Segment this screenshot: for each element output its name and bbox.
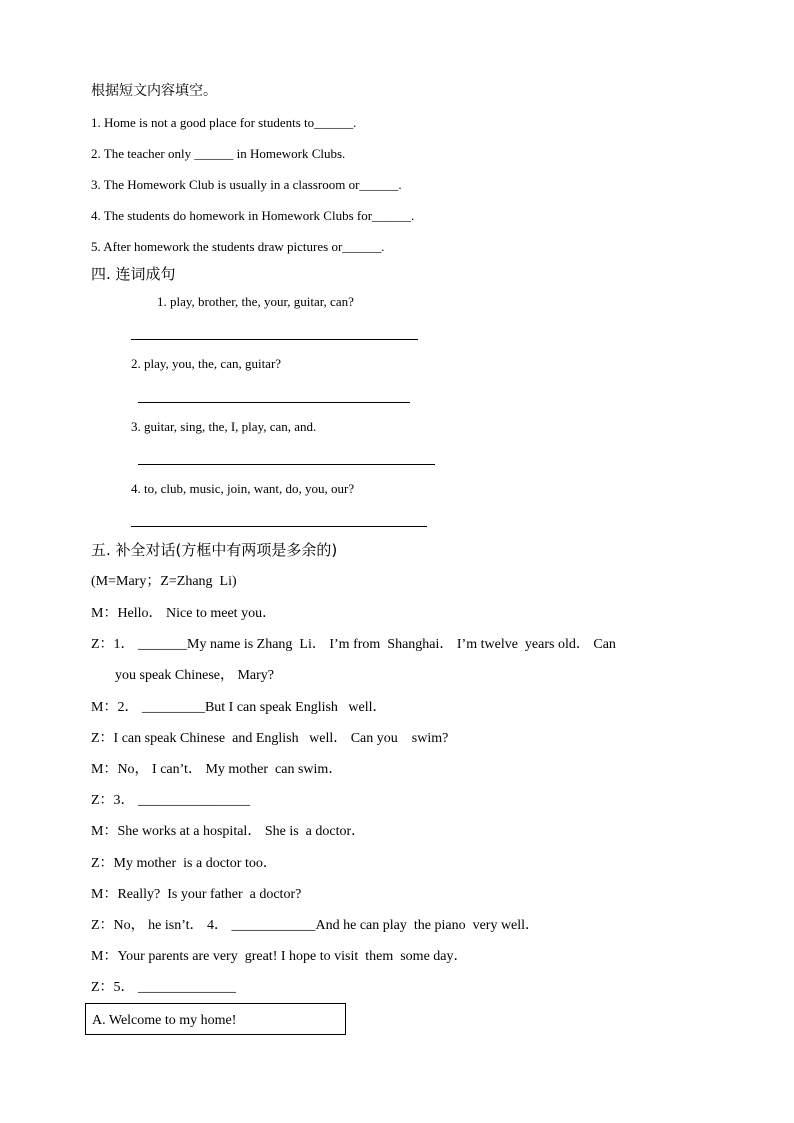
section4-title: 四. 连词成句 [91,265,176,283]
fill-blank-instruction: 根据短文内容填空。 [91,83,217,99]
answer-line-1 [131,339,418,340]
dialogue-line-10: M：Really? Is your father a doctor? [91,887,302,902]
dialogue-line-7: Z：3． ________________ [91,793,251,808]
section4-item-1: 1. play, brother, the, your, guitar, can? [157,294,354,309]
dialogue-line-5: Z：I can speak Chinese and English well． Can you swim? [91,731,449,746]
dialogue-line-6: M：No， I can’t． My mother can swim． [91,762,343,777]
section5-title: 五. 补全对话(方框中有两项是多余的) [91,541,338,559]
answer-line-2 [138,402,410,403]
fill-blank-item-2: 2. The teacher only ______ in Homework Clubs. [91,146,346,161]
section4-item-3: 3. guitar, sing, the, I, play, can, and. [131,419,317,434]
fill-blank-item-4: 4. The students do homework in Homework Clubs for______. [91,208,415,223]
dialogue-line-11: Z：No， he isn’t． 4． ____________And he can play the piano very well． [91,918,540,933]
section4-item-2: 2. play, you, the, can, guitar? [131,356,282,371]
option-a: A. Welcome to my home! [92,1013,237,1028]
dialogue-line-4: M：2． _________But I can speak English well． [91,700,387,715]
dialogue-line-8: M：She works at a hospital． She is a doctor． [91,824,366,839]
options-box [85,1003,346,1035]
dialogue-line-13: Z：5． ______________ [91,980,237,995]
dialogue-line-1: M：Hello． Nice to meet you． [91,606,277,621]
answer-line-3 [138,464,435,465]
fill-blank-item-5: 5. After homework the students draw pictures or______. [91,239,385,254]
dialogue-line-9: Z：My mother is a doctor too． [91,856,277,871]
dialogue-line-12: M：Your parents are very great! I hope to visit them some day． [91,949,468,964]
section5-roles: (M=Mary；Z=Zhang Li) [91,574,237,589]
answer-line-4 [131,526,427,527]
dialogue-line-2: Z：1． _______My name is Zhang Li． I’m from Shanghai． I’m twelve years old． Can [91,637,616,652]
fill-blank-item-1: 1. Home is not a good place for students to______. [91,115,357,130]
fill-blank-item-3: 3. The Homework Club is usually in a classroom or______. [91,177,402,192]
dialogue-line-3: you speak Chinese， Mary? [115,668,275,683]
section4-item-4: 4. to, club, music, join, want, do, you, our? [131,481,355,496]
